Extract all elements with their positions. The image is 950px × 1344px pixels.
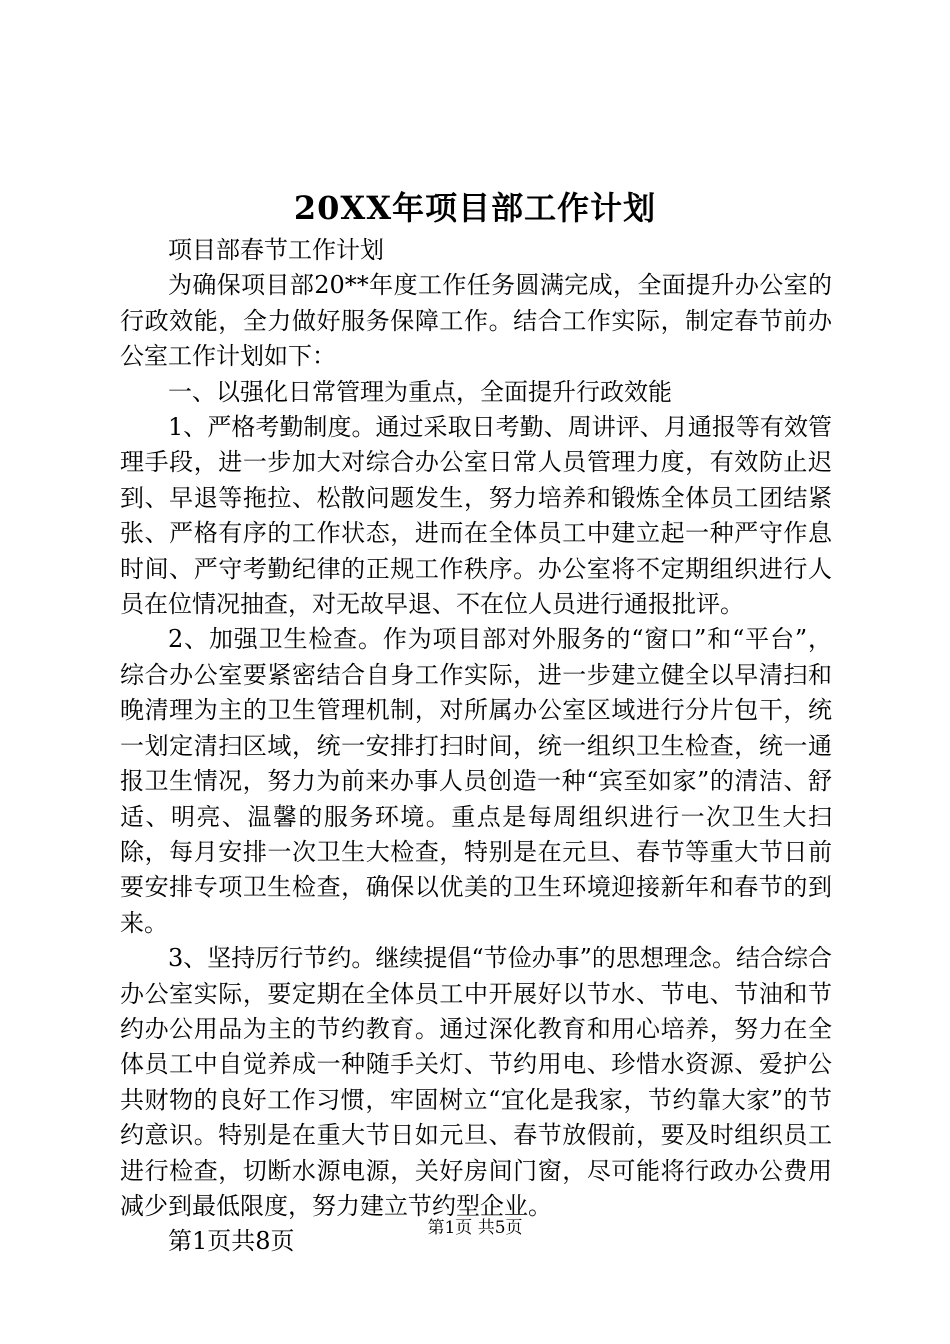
- document-title: 20XX年项目部工作计划: [293, 189, 657, 227]
- paragraph-section-heading: 一、以强化日常管理为重点，全面提升行政效能: [168, 377, 672, 406]
- document-body: [120, 233, 832, 1260]
- paragraph-subtitle: 项目部春节工作计划: [168, 236, 384, 264]
- paragraph-item-2: 2、加强卫生检查。作为项目部对外服务的“窗口”和“平台”，综合办公室要紧密结合自身工作实际，进一步建立健全以早清扫和晚清理为主的卫生管理机制，对所属办公室区域进行分片包干，统一划定清扫区域，统一安排打扫时间，统一组织卫生检查，统一通报卫生情况，努力为前来办事人员创造一种“宾至如家”的清洁、舒适、明亮、温馨的服务环境。重点是每周组织进行一次卫生大扫除，每月安排一次卫生大检查，特别是在元旦、春节等重大节日前要安排专项卫生检查，确保以优美的卫生环境迎接新年和春节的到来。: [120, 625, 832, 937]
- paragraph-intro: 为确保项目部20**年度工作任务圆满完成，全面提升办公室的行政效能，全力做好服务保障工作。结合工作实际，制定春节前办公室工作计划如下：: [120, 271, 832, 371]
- paragraph-item-3: 3、坚持厉行节约。继续提倡“节俭办事”的思想理念。结合综合办公室实际，要定期在全体员工中开展好以节水、节电、节油和节约办公用品为主的节约教育。通过深化教育和用心培养，努力在全体员工中自觉养成一种随手关灯、节约用电、珍惜水资源、爱护公共财物的良好工作习惯，牢固树立“宜化是我家，节约靠大家”的节约意识。特别是在重大节日如元旦、春节放假前，要及时组织员工进行检查，切断水源电源，关好房间门窗，尽可能将行政办公费用减少到最低限度，努力建立节约型企业。: [120, 944, 832, 1220]
- paragraph-item-1: 1、严格考勤制度。通过采取日考勤、周讲评、月通报等有效管理手段，进一步加大对综合办公室日常人员管理力度，有效防止迟到、早退等拖拉、松散问题发生，努力培养和锻炼全体员工团结紧张、严格有序的工作状态，进而在全体员工中建立起一种严守作息时间、严守考勤纪律的正规工作秩序。办公室将不定期组织进行人员在位情况抽查，对无故早退、不在位人员进行通报批评。: [120, 413, 832, 619]
- page-footer: 第1页 共5页: [427, 1218, 523, 1238]
- paragraph-inline-page-number: 第1页共8页: [168, 1227, 295, 1256]
